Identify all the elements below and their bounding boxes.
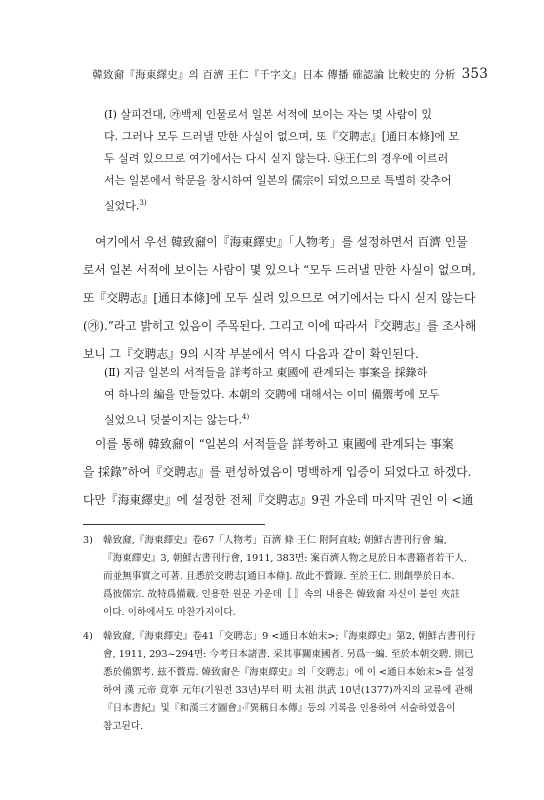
quote1-line: 다. 그러나 모두 드러낼 만한 사실이 없으며, 또『交聘志』[通日本條]에 모 — [104, 130, 460, 143]
footnote-number: 4) — [83, 631, 93, 642]
footnote-line: 會, 1911, 293~294면: 今考日本諸書. 采其事關東國者. 另爲一編. 至於本朝交聘. 則已 — [103, 649, 474, 660]
running-header — [56, 66, 488, 82]
footnote-line: 이다. 이하에서도 마찬가지이다. — [103, 607, 236, 618]
footnote-line: 韓致奫,『海東繹史』卷41「交聘志」9 <通日本始末>;『海東繹史』第2, 朝鮮古書刊行 — [103, 631, 476, 642]
para1-line: (㉮).”라고 밝히고 있음이 주목된다. 그리고 이에 따라서『交聘志』를 조사해 — [83, 319, 477, 333]
footnote-text — [103, 628, 482, 736]
para2-line: 을 採錄”하여『交聘志』를 편성하였음이 명백하게 입증이 되었다고 하겠다. — [83, 465, 472, 479]
page-number: 353 — [461, 66, 488, 82]
para1-line: 여기에서 우선 韓致奫이『海東繹史』「人物考」를 설정하면서 百濟 인물 — [95, 235, 468, 249]
footnote-number: 3) — [83, 535, 93, 546]
footnote-line: 爲彼儒宗. 故特爲備載. 인용한 원문 가운데〚 〛속의 내용은 韓致奫 자신이 붙인 夾註 — [103, 589, 460, 600]
quote1-line: (Ⅰ) 살피건대, ㉮백제 인물로서 일본 서적에 보이는 자는 몇 사람이 있 — [104, 108, 433, 121]
para1-line: 보니 그『交聘志』9의 시작 부분에서 역시 다음과 같이 확인된다. — [83, 347, 419, 361]
quote1-line-text: 실었다. — [104, 199, 140, 213]
paragraph-1 — [83, 228, 480, 368]
footnote-ref-4[interactable]: 4) — [242, 413, 250, 421]
quote2-line-text: 실었으니 덧붙이지는 않는다. — [104, 413, 243, 427]
block-quote-1 — [104, 104, 478, 218]
para2-line: 이를 통해 韓致奫이 “일본의 서적들을 詳考하고 東國에 관계되는 事案 — [95, 437, 454, 451]
para2-line: 다만『海東繹史』에 설정한 전체『交聘志』9권 가운데 마지막 권인 이 <通 — [83, 493, 474, 507]
footnote-ref-3[interactable]: 3) — [139, 199, 147, 207]
footnote-3 — [83, 532, 482, 622]
quote2-line: 여 하나의 編을 만들었다. 本朝의 交聘에 대해서는 이미 備禦考에 모두 — [104, 388, 440, 401]
footnote-4 — [83, 628, 482, 736]
footnote-line: 韓致奫,『海東繹史』卷67「人物考」百濟 條 王仁 附阿直岐; 朝鮮古書刊行會 編, — [103, 535, 447, 546]
block-quote-2 — [104, 362, 478, 432]
footnote-line: 하여 漢 元帝 竟寧 元年(기원전 33년)부터 明 太祖 洪武 10년(1377)까지의 교류에 관해 — [103, 685, 474, 696]
quote2-line — [104, 406, 478, 432]
quote2-line: (Ⅱ) 지금 일본의 서적들을 詳考하고 東國에 관계되는 事案을 採錄하 — [104, 366, 428, 379]
quote1-line — [104, 192, 478, 218]
footnote-line: 『日本書紀』및『和漢三才圖會』·『異稱日本傳』등의 기록을 인용하여 서술하였음이 — [103, 703, 456, 714]
footnote-divider — [83, 524, 265, 525]
footnote-line: 참고된다. — [103, 721, 144, 732]
quote1-line: 두 실려 있으므로 여기에서는 다시 싣지 않는다. ㉯王仁의 경우에 이르러 — [104, 152, 449, 165]
para1-line: 로서 일본 서적에 보이는 사람이 몇 있으나 “모두 드러낼 만한 사실이 없으며, — [83, 263, 476, 277]
header-title: 韓致奫『海東繹史』의 百濟 王仁『千字文』日本 傳播 確認論 比較史的 分析 — [92, 69, 456, 81]
quote1-line: 서는 일본에서 학문을 창시하여 일본의 儒宗이 되었으므로 특별히 갖추어 — [104, 174, 452, 187]
footnote-line: 悉於備禦考. 玆不贅焉. 韓致奫은『海東繹史』의「交聘志」에 이 <通日本始末>을 설정 — [103, 667, 474, 678]
footnote-text — [103, 532, 482, 622]
footnote-line: 『海東繹史』3, 朝鮮古書刊行會, 1911, 383면: 案百濟人物之見於日本書籍者若干人. — [103, 553, 467, 564]
footnote-line: 而並無事實之可著. 且悉於交聘志[通日本條]. 故此不贅錄. 至於王仁. 則創學於日本. — [103, 571, 455, 582]
para1-line: 또『交聘志』[通日本條]에 모두 실려 있으므로 여기에서는 다시 싣지 않는다 — [83, 291, 476, 305]
paragraph-2 — [83, 430, 480, 514]
